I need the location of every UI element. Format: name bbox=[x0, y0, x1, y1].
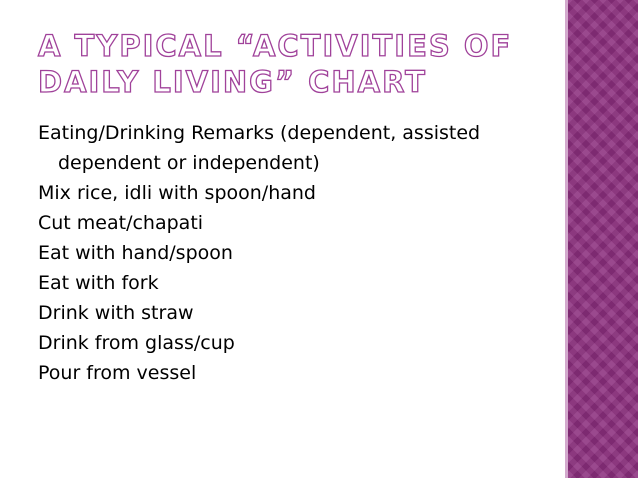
list-item: Drink with straw bbox=[38, 302, 194, 324]
list-item: Cut meat/chapati bbox=[38, 212, 204, 234]
list-item: Mix rice, idli with spoon/hand bbox=[38, 182, 316, 204]
list-item: Pour from vessel bbox=[38, 362, 197, 384]
decorative-sidebar bbox=[568, 0, 638, 478]
slide-title: A TYPICAL “ACTIVITIES OF DAILY LIVING” CHART bbox=[38, 29, 513, 99]
list-item: Drink from glass/cup bbox=[38, 332, 235, 354]
list-item: Eat with fork bbox=[38, 272, 159, 294]
slide-body bbox=[38, 118, 538, 388]
list-item: Eat with hand/spoon bbox=[38, 242, 233, 264]
list-item: Eating/Drinking Remarks (dependent, assisted dependent or independent) bbox=[38, 122, 481, 174]
